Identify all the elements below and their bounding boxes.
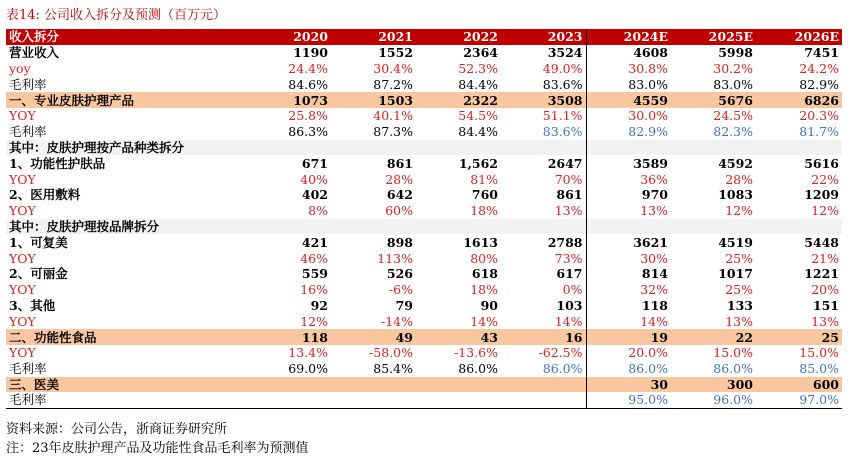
table-cell: 24.5% [713, 108, 753, 124]
table-cell: 4592 [718, 155, 753, 171]
table-cell: 1503 [331, 92, 416, 108]
table-cell [416, 377, 501, 393]
table-cell: 81.7% [799, 124, 839, 140]
table-cell: 898 [386, 234, 413, 250]
table-cell: 861 [556, 187, 583, 203]
table-cell: 1,562 [458, 155, 498, 171]
table-cell: 20.3% [799, 108, 839, 124]
table-row [6, 92, 842, 108]
table-cell: 1073 [246, 92, 331, 108]
row-label: 三、医美 [6, 377, 246, 393]
table-cell [331, 219, 416, 235]
table-cell: 85.4% [373, 361, 413, 377]
table-cell: 13% [586, 203, 671, 219]
table-cell: 618 [471, 266, 498, 282]
table-cell: 25 [756, 329, 842, 345]
header-year: 2021 [331, 29, 416, 45]
table-cell: 46% [300, 250, 328, 266]
row-label: YOY [9, 345, 36, 361]
table-cell: 25.8% [288, 108, 328, 124]
table-cell: 2647 [547, 155, 583, 171]
table-cell: 15.0% [799, 345, 839, 361]
table-cell: 86.3% [288, 124, 328, 140]
table-cell: 86.0% [542, 361, 583, 377]
table-cell: 15.0% [713, 345, 753, 361]
table-cell: 49 [331, 329, 416, 345]
table-cell [331, 392, 416, 408]
table-cell: 25% [725, 282, 753, 298]
table-cell: 69.0% [288, 361, 328, 377]
table-cell: 1552 [378, 45, 413, 61]
table-cell: 18% [470, 282, 498, 298]
table-cell: 20.0% [586, 345, 671, 361]
table-cell: 1209 [804, 187, 839, 203]
table-cell: 600 [756, 377, 842, 393]
header-year: 2020 [246, 29, 331, 45]
table-cell: 36% [586, 171, 671, 187]
header-year: 2024E [586, 29, 671, 45]
table-cell: 19 [586, 329, 671, 345]
row-label: YOY [9, 171, 36, 187]
table-row [6, 76, 842, 92]
table-cell: 13% [554, 203, 583, 219]
table-cell: 617 [556, 266, 583, 282]
table-cell: 814 [586, 266, 671, 282]
table-cell: 5676 [671, 92, 756, 108]
table-cell: -13.6% [454, 345, 498, 361]
table-cell: 80% [470, 250, 498, 266]
table-cell [246, 219, 331, 235]
table-cell [501, 219, 586, 235]
row-label: 其中：皮肤护理按产品种类拆分 [6, 140, 246, 156]
table-row [6, 377, 842, 393]
table-cell: 642 [386, 187, 413, 203]
table-cell: 5448 [804, 234, 839, 250]
table-cell: 13% [725, 313, 753, 329]
row-label: 营业收入 [9, 45, 60, 61]
table-cell: 84.4% [458, 76, 498, 92]
table-cell: 421 [301, 234, 328, 250]
table-cell: 6826 [756, 92, 842, 108]
table-cell [756, 140, 842, 156]
table-row [6, 187, 842, 203]
table-cell: -62.5% [538, 345, 583, 361]
table-cell: -58.0% [369, 345, 413, 361]
row-label: yoy [9, 60, 31, 76]
table-row [6, 282, 842, 298]
table-cell: 82.9% [799, 76, 839, 92]
table-cell: 14% [554, 313, 583, 329]
footnote: 注：23年皮肤护理产品及功能性食品毛利率为预测值 [6, 441, 309, 456]
table-cell: 30% [586, 250, 671, 266]
table-row [6, 140, 842, 156]
table-cell: 96.0% [671, 392, 756, 408]
table-cell: 70% [554, 171, 583, 187]
table-cell: 40% [300, 171, 328, 187]
table-cell: 1083 [718, 187, 753, 203]
table-cell: 54.5% [458, 108, 498, 124]
table-cell [416, 219, 501, 235]
table-cell [246, 377, 331, 393]
table-row [6, 345, 842, 361]
table-cell: 21% [811, 250, 839, 266]
table-cell: 3508 [501, 92, 586, 108]
table-cell: 30.4% [373, 60, 413, 76]
table-cell: 4608 [586, 45, 671, 61]
table-cell: 2788 [547, 234, 583, 250]
row-label: 3、其他 [9, 297, 56, 313]
table-cell: 22 [671, 329, 756, 345]
table-cell: 28% [385, 171, 413, 187]
row-label: 2、医用敷料 [9, 187, 81, 203]
table-cell: 82.3% [713, 124, 753, 140]
table-cell: 83.6% [542, 76, 583, 92]
table-row [6, 203, 842, 219]
table-row [6, 313, 842, 329]
table-cell [671, 140, 756, 156]
row-label: YOY [9, 313, 36, 329]
table-cell [331, 377, 416, 393]
table-cell [501, 392, 586, 408]
table-row [6, 266, 842, 282]
table-cell [246, 392, 331, 408]
table-cell: 526 [386, 266, 413, 282]
table-title: 表14: 公司收入拆分及预测（百万元） [6, 8, 227, 23]
table-cell: 5616 [804, 155, 839, 171]
table-row [6, 298, 842, 314]
table-cell: 300 [671, 377, 756, 393]
table-cell: 85.0% [799, 361, 839, 377]
row-label: YOY [9, 203, 36, 219]
table-cell: 24.2% [799, 60, 839, 76]
table-cell: 82.9% [586, 124, 671, 140]
table-cell: 1190 [293, 45, 328, 61]
revenue-breakdown-table [6, 29, 842, 409]
table-cell: 118 [586, 298, 671, 314]
table-cell: 12% [725, 203, 753, 219]
table-cell: 133 [726, 297, 753, 313]
table-cell: 83.6% [542, 124, 583, 140]
table-cell: 25% [725, 250, 753, 266]
table-cell: 14% [470, 313, 498, 329]
table-cell: 22% [811, 171, 839, 187]
table-cell: 1221 [804, 266, 839, 282]
table-cell: 52.3% [458, 60, 498, 76]
table-cell: 4559 [586, 92, 671, 108]
row-label: 1、可复美 [9, 234, 68, 250]
table-cell: 83.0% [586, 76, 671, 92]
header-year: 2026E [756, 29, 842, 45]
table-cell: 0% [562, 282, 583, 298]
table-cell [416, 140, 501, 156]
table-cell: 402 [301, 187, 328, 203]
row-label: YOY [9, 250, 36, 266]
table-cell: 2364 [463, 45, 498, 61]
table-cell: 60% [385, 203, 413, 219]
table-cell: 40.1% [373, 108, 413, 124]
table-row [6, 219, 842, 235]
table-row [6, 108, 842, 124]
table-row [6, 361, 842, 377]
table-row [6, 61, 842, 77]
table-row [6, 171, 842, 187]
table-cell: 84.6% [288, 76, 328, 92]
table-cell: 92 [310, 297, 328, 313]
table-row [6, 234, 842, 250]
table-cell: 30 [586, 377, 671, 393]
table-cell: 3621 [586, 234, 671, 250]
table-cell: 13.4% [288, 345, 328, 361]
row-label: 一、专业皮肤护理产品 [6, 92, 246, 108]
table-cell: 87.3% [373, 124, 413, 140]
table-cell: 32% [586, 282, 671, 298]
table-cell: 2322 [416, 92, 501, 108]
table-cell: 90 [480, 297, 498, 313]
table-cell: 3589 [586, 155, 671, 171]
table-cell: 103 [556, 297, 583, 313]
row-label: 毛利率 [9, 124, 47, 140]
header-year: 2022 [416, 29, 501, 45]
header-year: 2025E [671, 29, 756, 45]
table-cell: 970 [586, 187, 671, 203]
table-cell: 671 [301, 155, 328, 171]
table-cell: 12% [300, 313, 328, 329]
table-cell: 760 [471, 187, 498, 203]
row-label: 二、功能性食品 [6, 329, 246, 345]
table-cell: 7451 [804, 45, 839, 61]
row-label: 毛利率 [9, 361, 47, 377]
table-cell: 14% [586, 313, 671, 329]
table-cell: 83.0% [713, 76, 753, 92]
table-cell: 12% [811, 203, 839, 219]
table-cell: 86.0% [713, 361, 753, 377]
table-cell: 30.2% [713, 60, 753, 76]
table-cell: 30.8% [586, 61, 671, 77]
table-cell [586, 140, 671, 156]
row-label: 毛利率 [6, 392, 246, 408]
table-cell: 79 [395, 297, 413, 313]
table-cell: 1613 [463, 234, 498, 250]
table-cell: 8% [308, 203, 328, 219]
table-cell: 24.4% [288, 60, 328, 76]
header-year: 2023 [501, 29, 586, 45]
table-row [6, 124, 842, 140]
table-cell: 4519 [718, 234, 753, 250]
table-cell [331, 140, 416, 156]
table-cell: 81% [470, 171, 498, 187]
row-label: 2、可丽金 [9, 266, 68, 282]
table-cell [756, 219, 842, 235]
table-cell: 28% [725, 171, 753, 187]
table-cell: 73% [554, 250, 583, 266]
table-cell: 30.0% [586, 108, 671, 124]
table-cell: 1017 [718, 266, 753, 282]
table-cell: 84.4% [458, 124, 498, 140]
table-cell: 861 [386, 155, 413, 171]
row-label: 其中：皮肤护理按品牌拆分 [6, 219, 246, 235]
table-cell: 16% [300, 282, 328, 298]
row-label: 1、功能性护肤品 [9, 155, 106, 171]
table-cell [246, 140, 331, 156]
table-cell: 3524 [547, 45, 583, 61]
table-row [6, 329, 842, 345]
table-cell [501, 377, 586, 393]
table-cell: 95.0% [586, 392, 671, 408]
table-cell: 51.1% [542, 108, 583, 124]
row-label: YOY [9, 282, 36, 298]
table-cell: 20% [811, 282, 839, 298]
table-cell [501, 140, 586, 156]
table-row [6, 250, 842, 266]
table-cell: 87.2% [373, 76, 413, 92]
table-cell: 18% [470, 203, 498, 219]
table-cell: -14% [380, 313, 413, 329]
table-cell: 97.0% [756, 392, 842, 408]
table-cell [586, 219, 671, 235]
table-header-row [6, 29, 842, 45]
source-note: 资料来源：公司公告，浙商证券研究所 [6, 422, 228, 437]
table-cell: -6% [388, 282, 413, 298]
table-cell: 113% [377, 250, 413, 266]
table-cell: 559 [301, 266, 328, 282]
table-cell: 5998 [718, 45, 753, 61]
row-label: YOY [9, 108, 36, 124]
table-row [6, 155, 842, 171]
row-label: 毛利率 [9, 76, 47, 92]
table-cell: 13% [811, 313, 839, 329]
table-cell: 118 [246, 329, 331, 345]
table-cell: 86.0% [458, 361, 498, 377]
table-cell: 151 [812, 297, 839, 313]
table-row [6, 45, 842, 61]
table-cell [416, 392, 501, 408]
table-row [6, 392, 842, 408]
table-cell: 43 [416, 329, 501, 345]
table-cell: 49.0% [542, 60, 583, 76]
table-cell: 86.0% [586, 361, 671, 377]
header-label: 收入拆分 [6, 29, 246, 45]
table-cell [671, 219, 756, 235]
table-cell: 16 [501, 329, 586, 345]
